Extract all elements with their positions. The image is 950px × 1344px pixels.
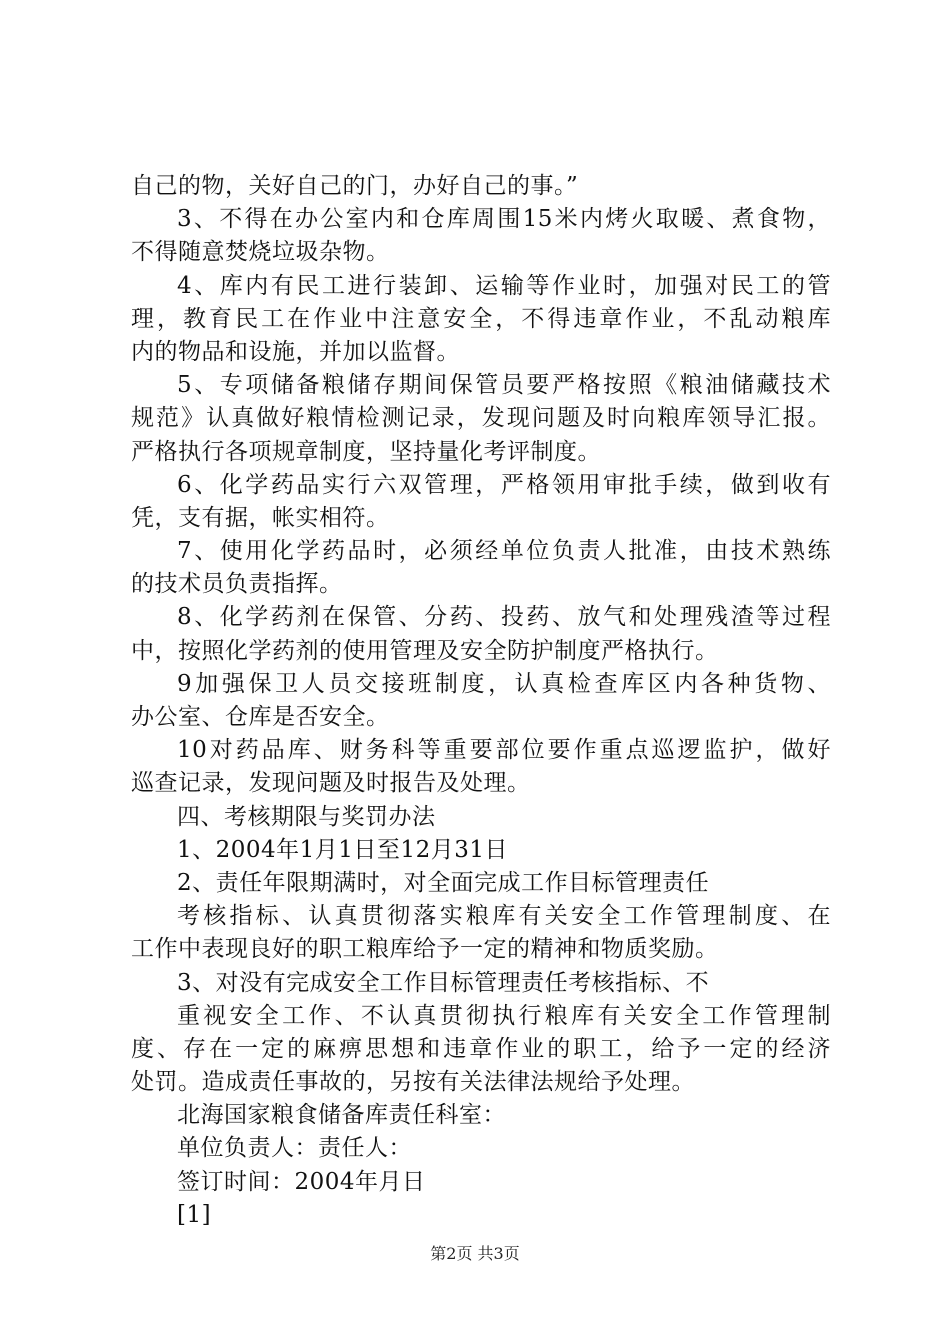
text-line: 8、化学药剂在保管、分药、投药、放气和处理残渣等过程	[177, 604, 831, 631]
text-line: 工作中表现良好的职工粮库给予一定的精神和物质奖励。	[131, 936, 719, 963]
text-line: 北海国家粮食储备库责任科室：	[177, 1102, 506, 1129]
text-line: 考核指标、认真贯彻落实粮库有关安全工作管理制度、在	[177, 903, 831, 930]
text-line: 1、2004年1月1日至12月31日	[177, 836, 508, 863]
text-line: 巡查记录，发现问题及时报告及处理。	[131, 770, 531, 797]
text-line: 3、对没有完成安全工作目标管理责任考核指标、不	[177, 969, 710, 996]
text-line: 2、责任年限期满时，对全面完成工作目标管理责任	[177, 869, 710, 896]
text-line: 重视安全工作、不认真贯彻执行粮库有关安全工作管理制	[177, 1002, 831, 1029]
text-line: 度、存在一定的麻痹思想和违章作业的职工，给予一定的经济	[131, 1035, 831, 1062]
text-line: 单位负责人：责任人：	[177, 1135, 412, 1162]
text-line: 5、专项储备粮储存期间保管员要严格按照《粮油储藏技术	[177, 372, 831, 399]
text-line: 签订时间：2004年月日	[177, 1168, 426, 1195]
text-line: 7、使用化学药品时，必须经单位负责人批准，由技术熟练	[177, 538, 831, 565]
text-line: 10对药品库、财务科等重要部位要作重点巡逻监护，做好	[177, 737, 831, 764]
text-line: 4、库内有民工进行装卸、运输等作业时，加强对民工的管	[177, 272, 831, 299]
text-line: 内的物品和设施，并加以监督。	[131, 338, 460, 365]
text-line: 不得随意焚烧垃圾杂物。	[131, 239, 390, 266]
text-line: 办公室、仓库是否安全。	[131, 704, 390, 730]
text-line: 规范》认真做好粮情检测记录，发现问题及时向粮库领导汇报。	[131, 405, 831, 432]
text-line: 的技术员负责指挥。	[131, 571, 343, 598]
text-line: 凭，支有据，帐实相符。	[131, 504, 390, 531]
text-line: 四、考核期限与奖罚办法	[177, 803, 436, 830]
page-footer: 第2页 共3页	[430, 1244, 520, 1263]
text-line: 自己的物，关好自己的门，办好自己的事。”	[131, 173, 579, 199]
text-line: 理，教育民工在作业中注意安全，不得违章作业，不乱动粮库	[131, 305, 831, 332]
document-body	[131, 170, 831, 1232]
text-line: 严格执行各项规章制度，坚持量化考评制度。	[131, 438, 601, 465]
text-line: 中，按照化学药剂的使用管理及安全防护制度严格执行。	[131, 637, 719, 664]
text-line: 6、化学药品实行六双管理，严格领用审批手续，做到收有	[177, 471, 831, 498]
text-line: 3、不得在办公室内和仓库周围15米内烤火取暖、煮食物，	[177, 206, 831, 233]
text-line: [1]	[177, 1201, 212, 1228]
text-line: 9加强保卫人员交接班制度，认真检查库区内各种货物、	[177, 670, 831, 697]
text-line: 处罚。造成责任事故的，另按有关法律法规给予处理。	[131, 1069, 695, 1096]
